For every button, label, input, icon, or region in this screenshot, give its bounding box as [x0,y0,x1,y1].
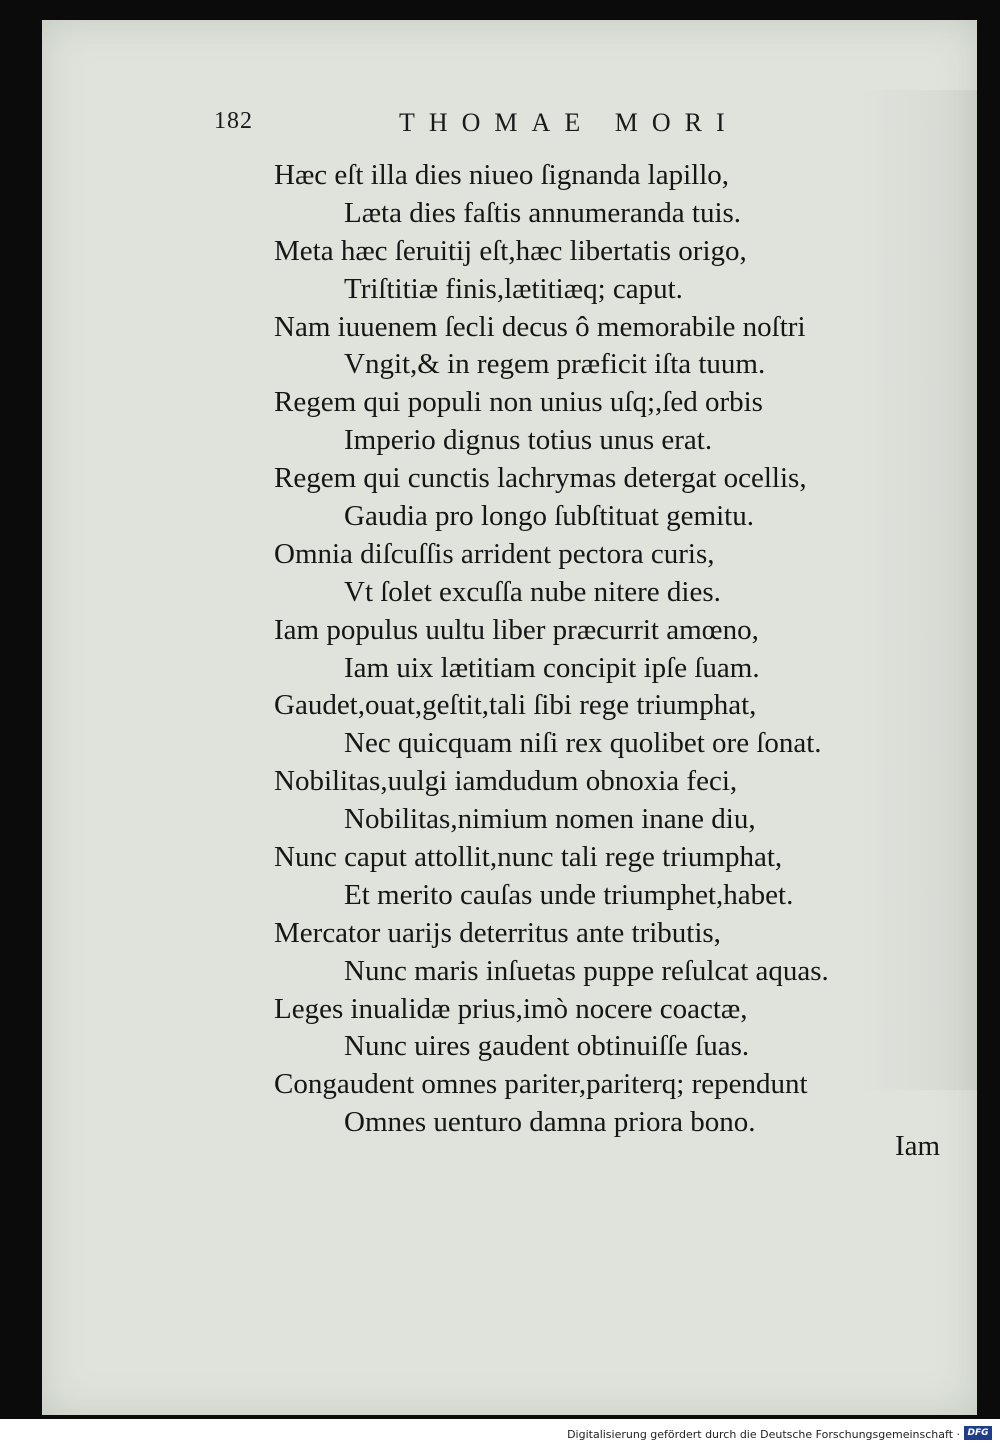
verse-line: Vt ſolet excuſſa nube nitere dies. [344,575,721,608]
verse-line: Leges inualidæ prius,imò nocere coactæ, [274,992,748,1025]
verse-line: Congaudent omnes pariter,pariterq; rependunt [274,1068,808,1101]
verse-line: Læta dies faſtis annumeranda tuis. [344,196,742,229]
running-head: THOMAE MORI [399,108,739,137]
verse-line: Nam iuuenem ſecli decus ô memorabile noſtri [274,310,806,343]
verse-line: Et merito cauſas unde triumphet,habet. [344,878,794,911]
book-page [42,20,977,1415]
verse-line: Regem qui cunctis lachrymas detergat ocellis, [274,462,807,495]
verse-line: Nec quicquam niſi rex quolibet ore ſonat. [344,727,822,760]
verse-line: Iam populus uultu liber præcurrit amœno, [274,613,759,646]
catchword: Iam [895,1130,941,1162]
verse-line: Nobilitas,uulgi iamdudum obnoxia feci, [274,765,738,798]
verse-line: Iam uix lætitiam concipit ipſe ſuam. [344,651,760,684]
verse-line: Gaudia pro longo ſubſtituat gemitu. [344,500,754,533]
footer-bar [0,1419,1000,1447]
verse-line: Omnes uenturo damna priora bono. [344,1106,756,1139]
verse-line: Triſtitiæ finis,lætitiæq; caput. [344,272,683,305]
verse-line: Nunc caput attollit,nunc tali rege triumphat, [274,841,783,874]
verse-line: Regem qui populi non unius uſq;,ſed orbis [274,386,763,419]
dfg-logo: DFG [964,1426,992,1440]
funding-notice: Digitalisierung gefördert durch die Deutsche Forschungsgemeinschaft · [567,1428,960,1441]
verse-line: Omnia diſcuſſis arrident pectora curis, [274,537,715,570]
verse-line: Mercator uarijs deterritus ante tributis, [274,916,721,949]
verse-line: Gaudet,ouat,geſtit,tali ſibi rege triumphat, [274,689,757,722]
verse-line: Meta hæc ſeruitij eſt,hæc libertatis origo, [274,234,747,267]
poem-body [274,157,914,1142]
verse-line: Vngit,& in regem præficit iſta tuum. [344,348,766,381]
page-header [42,108,977,148]
verse-line: Nunc uires gaudent obtinuiſſe ſuas. [344,1030,750,1063]
verse-line: Nunc maris inſuetas puppe reſulcat aquas. [344,954,829,987]
page-number: 182 [214,108,253,134]
verse-line: Nobilitas,nimium nomen inane diu, [344,803,756,836]
verse-line: Hæc eſt illa dies niueo ſignanda lapillo, [274,159,730,191]
verse-line: Imperio dignus totius unus erat. [344,424,713,457]
